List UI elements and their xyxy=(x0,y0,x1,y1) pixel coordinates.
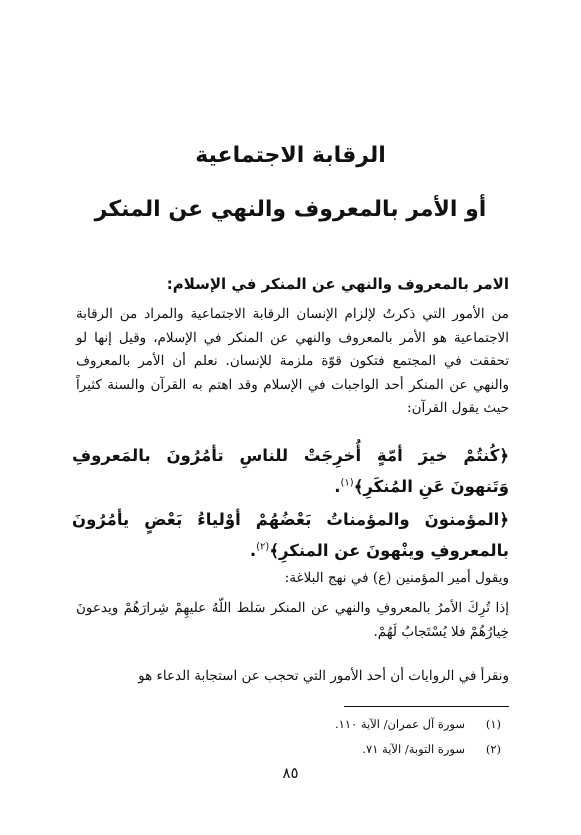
chapter-subtitle: أو الأمر بالمعروف والنهي عن المنكر xyxy=(94,197,487,222)
page-number: ٨٥ xyxy=(282,764,299,782)
quran-verse-2: ﴿المؤمنونَ والمؤمناتُ بَعْضُهُمْ أوْلياءُ بَعْضٍ يأمُرُونَ بالمعروفِ وينْهونَ عن المنكرِ﴾$^{(٢)}$. xyxy=(72,510,509,560)
footnote-2-text: سورة التوبة/ الآية ٧١. xyxy=(362,742,465,756)
footnote-ref-2: (٢) xyxy=(256,541,270,553)
chapter-title: الرقابة الاجتماعية xyxy=(195,143,386,168)
footnote-1-text: سورة آل عمران/ الآية ١١٠. xyxy=(334,717,465,731)
quran-verse-1-text: ﴿كُنتُمْ خيرَ أمّةٍ أُخرِجَتْ للناسِ تأمُرُونَ بالمَعروفِ وَتَنهونَ عَنِ المُنكَرِ﴾ xyxy=(72,446,509,496)
paragraph-intro: من الأمور التي ذكرتُ لإلزام الإنسان الرقابة الاجتماعية والمراد من الرقابة الاجتماعية هو الأمر بالمعروف والنهي عن المنكر في الإسلام، وقيل إنها لو تحققت في المجتمع فتكون قوّة ملزمة للإنسان. نعلم أن الأمر بالمعروف والنهي عن المنكر أحد الواجبات في الإسلام وقد اهتم به القرآن والسنة كثيراً حيث يقول القرآن: xyxy=(76,306,509,416)
footnote-1 xyxy=(335,715,501,733)
footnote-ref-1: (١) xyxy=(340,477,354,489)
quran-verse-1: ﴿كُنتُمْ خيرَ أمّةٍ أُخرِجَتْ للناسِ تأمُرُونَ بالمَعروفِ وَتَنهونَ عَنِ المُنكَرِ﴾$^{(١)}$. xyxy=(72,446,509,496)
paragraph-continuation: ونقرأ في الروايات أن أحد الأمور التي تحجب عن استجابة الدعاء هو xyxy=(138,668,509,684)
section-heading: الامر بالمعروف والنهي عن المنكر في الإسلام: xyxy=(166,275,509,293)
hadith-quote: إذا تُرِكَ الأمرُ بالمعروفِ والنهي عن المنكر سَلط اللّهُ عليهِمْ شِرارَهُمْ ويدعونَ خِيارُهُمْ فلا يُسْتَجابُ لَهُمْ. xyxy=(76,600,509,640)
footnote-1-number: (١) xyxy=(485,717,501,731)
footnote-2-number: (٢) xyxy=(485,742,501,756)
paragraph-nahj: ويقول أمير المؤمنين (ع) في نهج البلاغة: xyxy=(284,570,509,586)
quran-verse-2-text: ﴿المؤمنونَ والمؤمناتُ بَعْضُهُمْ أوْلياءُ بَعْضٍ يأمُرُونَ بالمعروفِ وينْهونَ عن المنكرِ﴾ xyxy=(72,510,509,560)
footnote-divider xyxy=(344,706,509,707)
footnote-2 xyxy=(362,740,501,758)
